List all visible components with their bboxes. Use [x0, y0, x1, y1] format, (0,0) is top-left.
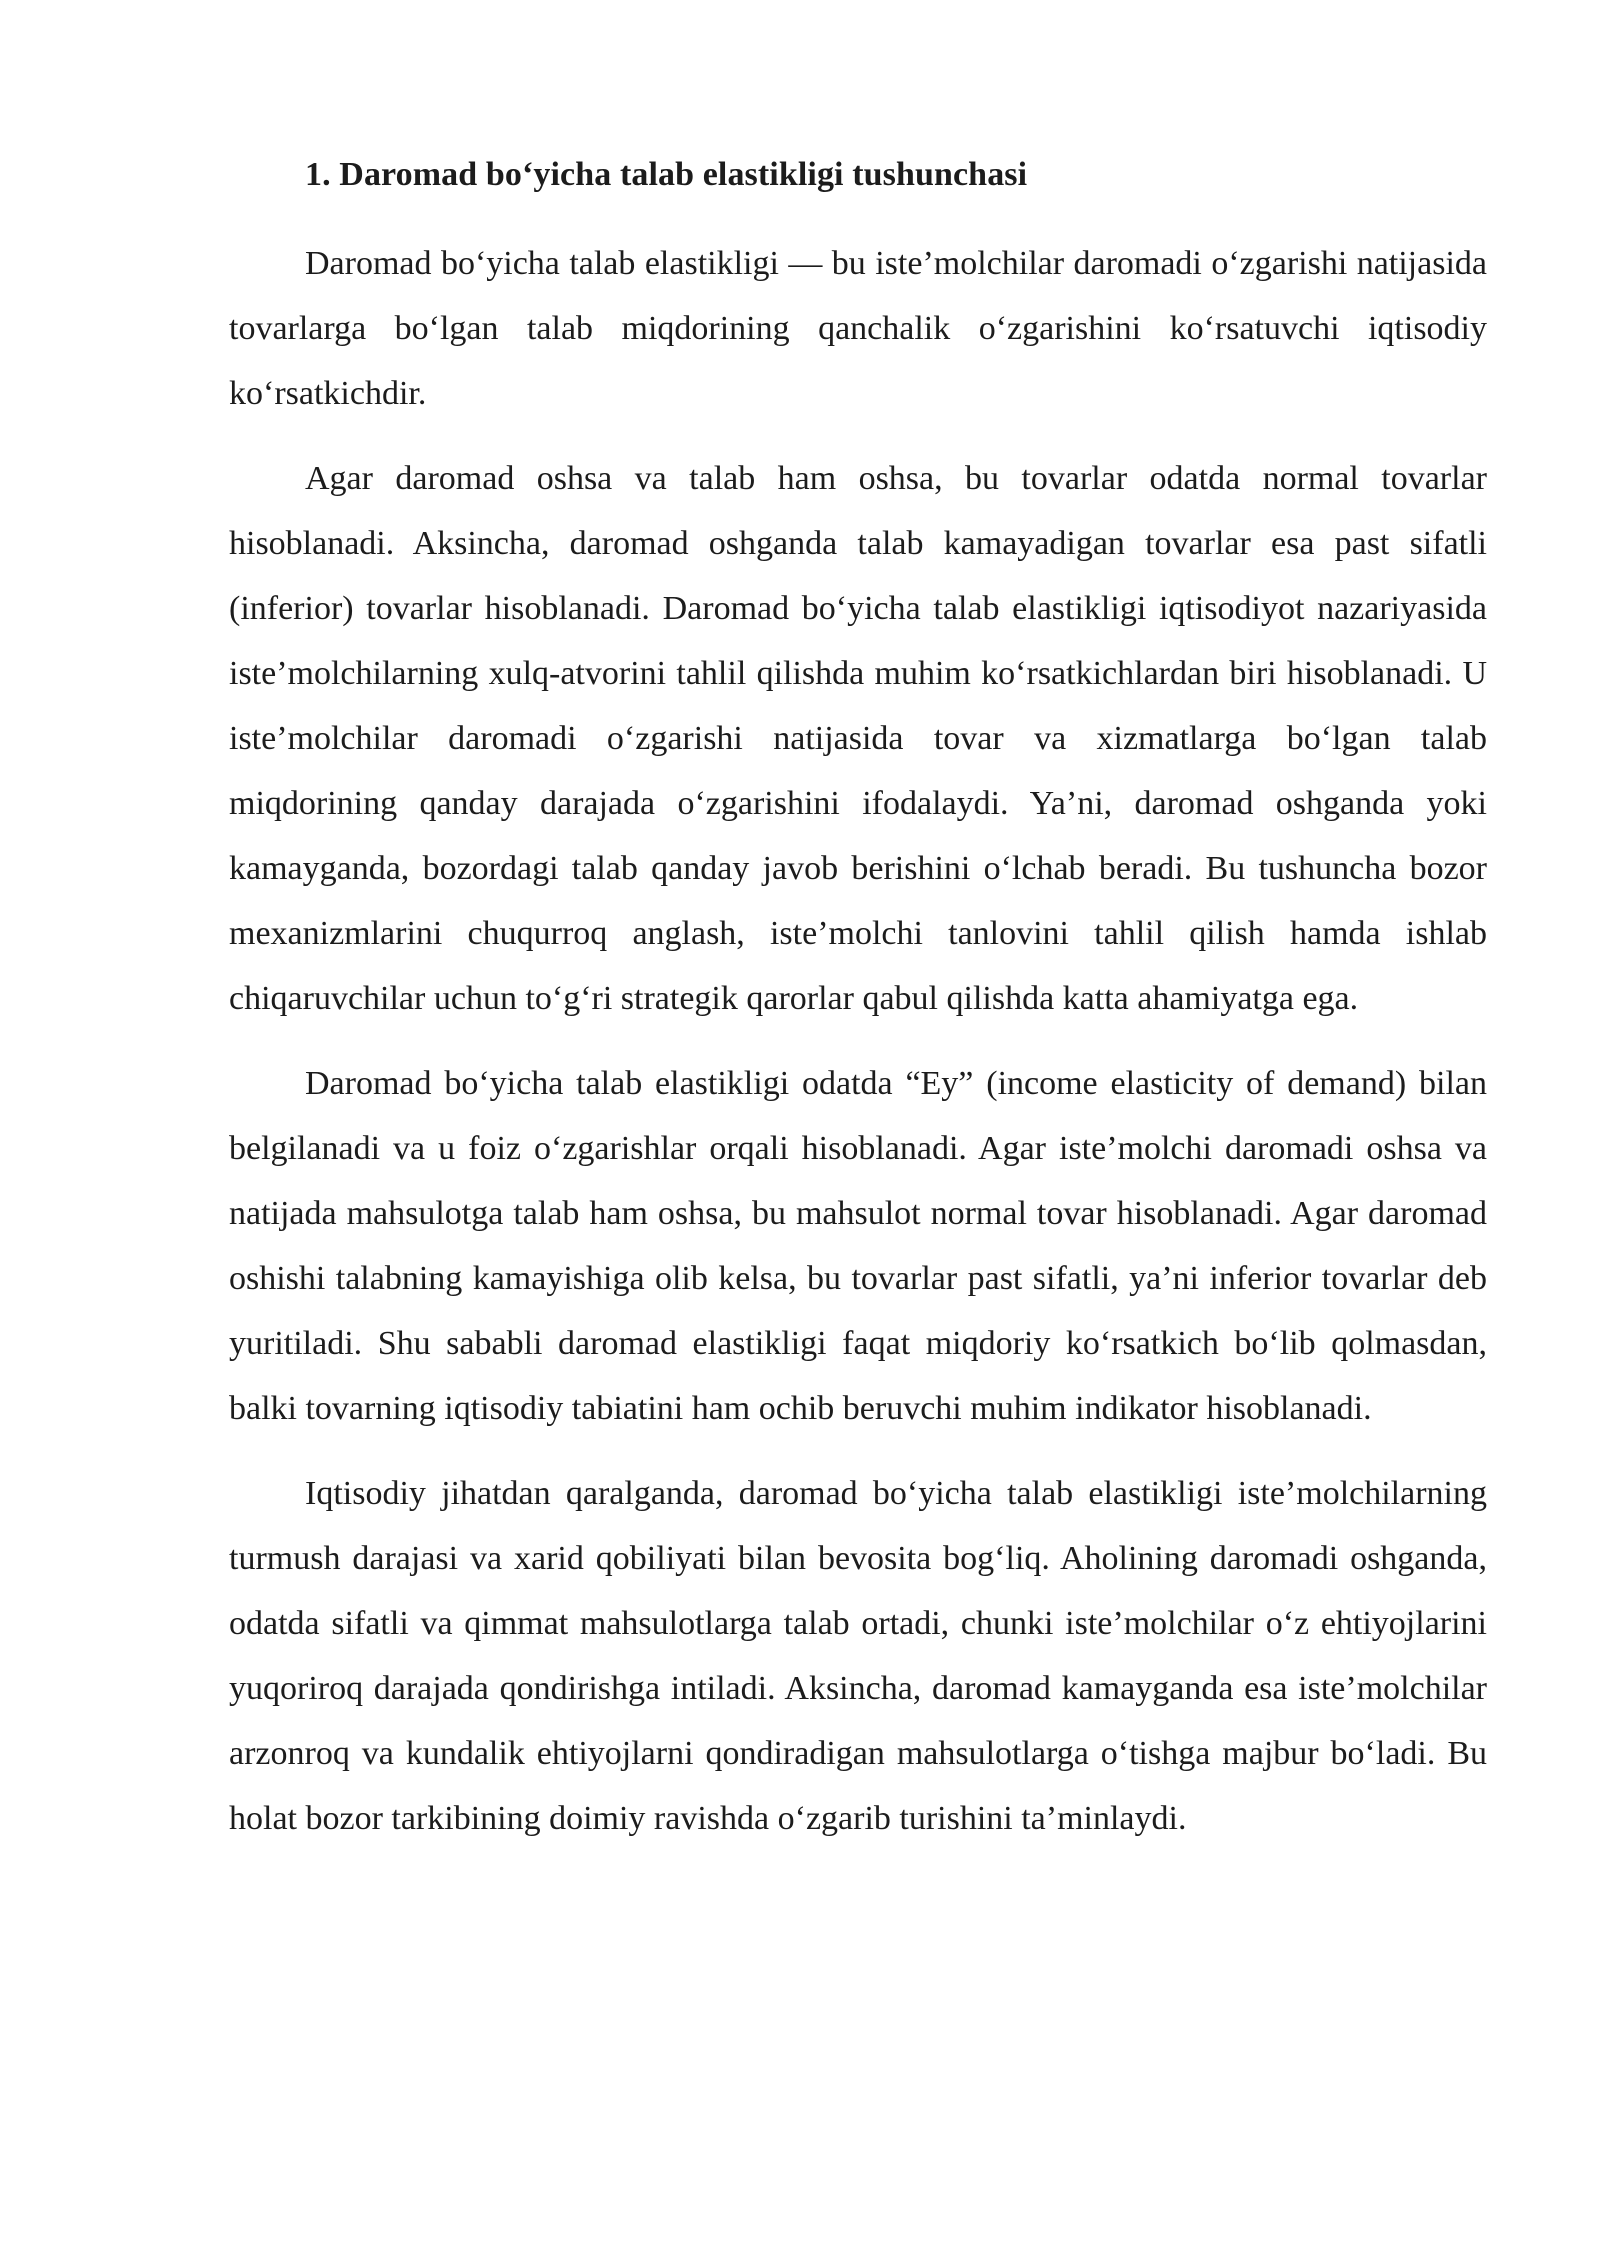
section-heading: 1. Daromad bo‘yicha talab elastikligi tushunchasi: [305, 156, 1028, 193]
paragraph-normal-inferior-goods: Agar daromad oshsa va talab ham oshsa, bu tovarlar odatda normal tovarlar hisoblanadi. Aksincha, daromad oshganda talab kamayadigan tovarlar esa past sifatli (inferior) tovarlar hisoblanadi. Daromad bo‘yicha talab elastikligi iqtisodiyot nazariyasida iste’molchilarning xulq-atvorini tahlil qilishda muhim ko‘rsatkichlardan biri hisoblanadi. U iste’molchilar daromadi o‘zgarishi natijasida tovar va xizmatlarga bo‘lgan talab miqdorining qanday darajada o‘zgarishini ifodalaydi. Ya’ni, daromad oshganda yoki kamayganda, bozordagi talab qanday javob berishini o‘lchab beradi. Bu tushuncha bozor mexanizmlarini chuqurroq anglash, iste’molchi tanlovini tahlil qilish hamda ishlab chiqaruvchilar uchun to‘g‘ri strategik qarorlar qabul qilishda katta ahamiyatga ega.: [229, 460, 1487, 1017]
document-page: [229, 145, 1487, 1871]
paragraph-definition: Daromad bo‘yicha talab elastikligi — bu iste’molchilar daromadi o‘zgarishi natijasida tovarlarga bo‘lgan talab miqdorining qanchalik o‘zgarishini ko‘rsatuvchi iqtisodiy ko‘rsatkichdir.: [229, 245, 1487, 412]
paragraph-ey-notation: Daromad bo‘yicha talab elastikligi odatda “Ey” (income elasticity of demand) bilan belgilanadi va u foiz o‘zgarishlar orqali hisoblanadi. Agar iste’molchi daromadi oshsa va natijada mahsulotga talab ham oshsa, bu mahsulot normal tovar hisoblanadi. Agar daromad oshishi talabning kamayishiga olib kelsa, bu tovarlar past sifatli, ya’ni inferior tovarlar deb yuritiladi. Shu sababli daromad elastikligi faqat miqdoriy ko‘rsatkich bo‘lib qolmasdan, balki tovarning iqtisodiy tabiatini ham ochib beruvchi muhim indikator hisoblanadi.: [229, 1065, 1487, 1427]
paragraph-economic-view: Iqtisodiy jihatdan qaralganda, daromad bo‘yicha talab elastikligi iste’molchilarning turmush darajasi va xarid qobiliyati bilan bevosita bog‘liq. Aholining daromadi oshganda, odatda sifatli va qimmat mahsulotlarga talab ortadi, chunki iste’molchilar o‘z ehtiyojlarini yuqoriroq darajada qondirishga intiladi. Aksincha, daromad kamayganda esa iste’molchilar arzonroq va kundalik ehtiyojlarni qondiradigan mahsulotlarga o‘tishga majbur bo‘ladi. Bu holat bozor tarkibining doimiy ravishda o‘zgarib turishini ta’minlaydi.: [229, 1475, 1487, 1837]
